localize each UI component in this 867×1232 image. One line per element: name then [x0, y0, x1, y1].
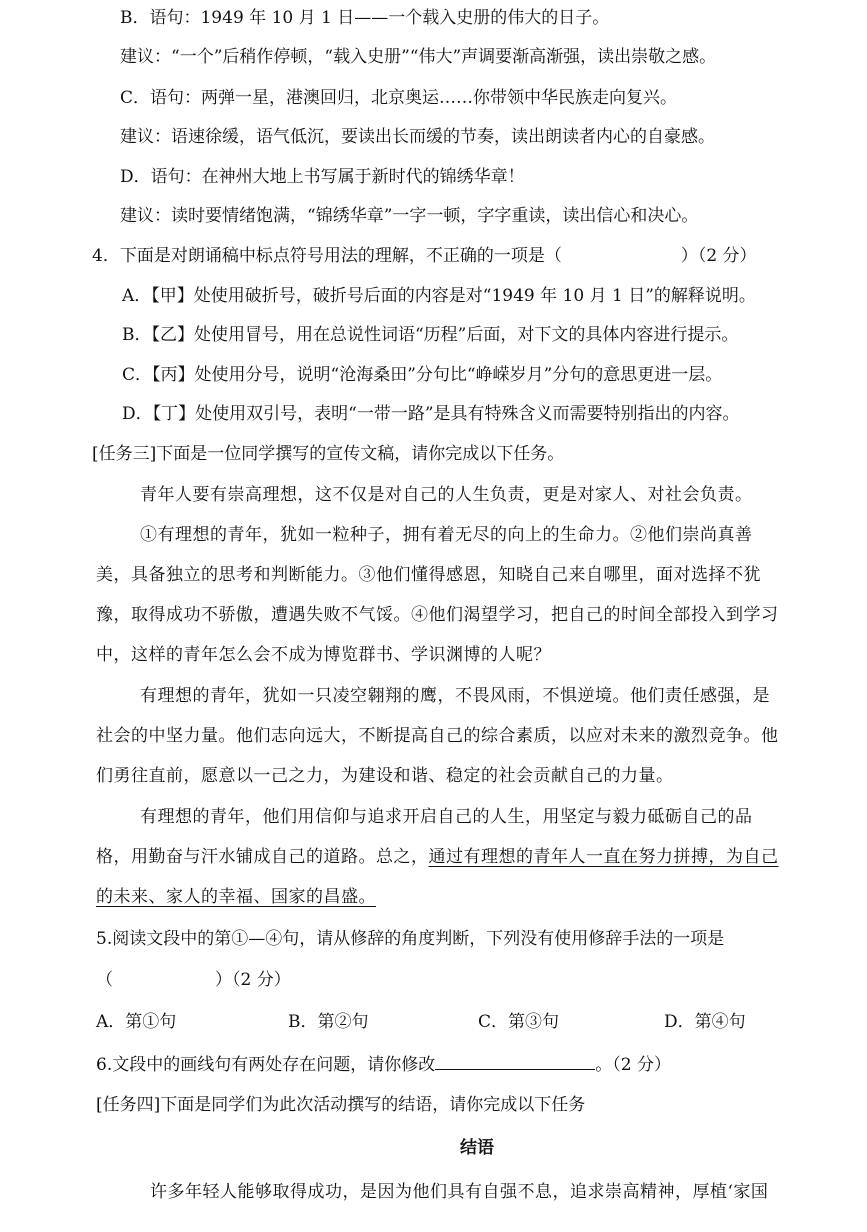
essay-paragraph-4-line-2 [96, 845, 779, 869]
conclusion-paragraph-1: 许多年轻人能够取得成功，是因为他们具有自强不息，追求崇高精神，厚植‘家国 [150, 1182, 769, 1202]
question-5: 5.阅读文段中的第①—④句，请从修辞的角度判断，下列没有使用修辞手法的一项是 [96, 929, 725, 949]
question-5-option-d: D．第④句 [664, 1012, 746, 1032]
question-5-option-c: C．第③句 [478, 1012, 560, 1032]
task-3-heading: [任务三]下面是一位同学撰写的宣传文稿，请你完成以下任务。 [92, 444, 565, 464]
essay-paragraph-4-line-1: 有理想的青年，他们用信仰与追求开启自己的人生，用坚定与毅力砥砺自己的品 [140, 807, 753, 827]
underlined-sentence: 的未来、家人的幸福、国家的昌盛。 [96, 887, 376, 907]
question-4-option-b: B．【乙】处使用冒号，用在总说性词语“历程”后面，对下文的具体内容进行提示。 [122, 325, 739, 345]
conclusion-title: 结语 [460, 1138, 494, 1158]
essay-paragraph-1: 青年人要有崇高理想，这不仅是对自己的人生负责，更是对家人、对社会负责。 [140, 485, 753, 505]
option-d-sentence: D．语句：在神州大地上书写属于新时代的锦绣华章！ [120, 167, 525, 187]
essay-text: 格，用勤奋与汗水铺成自己的道路。总之， [96, 847, 429, 867]
option-b-suggestion: 建议：“一个”后稍作停顿，“载入史册”“伟大”声调要渐高渐强，读出崇敬之感。 [120, 47, 717, 67]
question-4: 4．下面是对朗诵稿中标点符号用法的理解，不正确的一项是（ ）（2 分） [92, 246, 757, 266]
task-4-heading: [任务四]下面是同学们为此次活动撰写的结语，请你完成以下任务 [96, 1095, 586, 1115]
option-d-suggestion: 建议：读时要情绪饱满，“锦绣华章”一字一顿，字字重读，读出信心和决心。 [120, 206, 699, 226]
question-4-option-a: A．【甲】处使用破折号，破折号后面的内容是对“1949 年 10 月 1 日”的解释说明。 [122, 286, 756, 306]
option-c-sentence: C．语句：两弹一星，港澳回归，北京奥运……你带领中华民族走向复兴。 [120, 88, 678, 108]
question-5-answer-bracket: （ ）（2 分） [96, 970, 291, 990]
answer-blank[interactable] [435, 1051, 595, 1070]
underlined-sentence: 通过有理想的青年人一直在努力拼搏，为自己 [428, 847, 779, 867]
question-6 [96, 1051, 671, 1077]
question-4-option-c: C．【丙】处使用分号，说明“沧海桑田”分句比“峥嵘岁月”分句的意思更进一层。 [122, 365, 723, 385]
question-4-option-d: D．【丁】处使用双引号，表明“一带一路”是具有特殊含义而需要特别指出的内容。 [122, 404, 740, 424]
question-6-text: 6.文段中的画线句有两处存在问题，请你修改 [96, 1055, 436, 1075]
essay-paragraph-4-line-3 [96, 885, 376, 909]
question-6-score: 。（2 分） [595, 1055, 671, 1075]
essay-paragraph-3-line-2: 社会的中坚力量。他们志向远大，不断提高自己的综合素质，以应对未来的激烈竞争。他 [96, 726, 779, 746]
question-5-option-a: A．第①句 [96, 1012, 177, 1032]
option-b-sentence: B．语句：1949 年 10 月 1 日——一个载入史册的伟大的日子。 [120, 8, 610, 28]
question-5-option-b: B．第②句 [288, 1012, 369, 1032]
essay-paragraph-3-line-3: 们勇往直前，愿意以一己之力，为建设和谐、稳定的社会贡献自己的力量。 [96, 766, 674, 786]
essay-paragraph-2-line-2: 美，具备独立的思考和判断能力。③他们懂得感恩，知晓自己来自哪里，面对选择不犹 [96, 565, 761, 585]
option-c-suggestion: 建议：语速徐缓，语气低沉，要读出长而缓的节奏，读出朗读者内心的自豪感。 [120, 127, 715, 147]
essay-paragraph-2-line-3: 豫，取得成功不骄傲，遭遇失败不气馁。④他们渴望学习，把自己的时间全部投入到学习 [96, 605, 779, 625]
essay-paragraph-3-line-1: 有理想的青年，犹如一只凌空翱翔的鹰，不畏风雨，不惧逆境。他们责任感强，是 [140, 686, 770, 706]
essay-paragraph-2-line-1: ①有理想的青年，犹如一粒种子，拥有着无尽的向上的生命力。②他们崇尚真善 [140, 525, 753, 545]
essay-paragraph-2-line-4: 中，这样的青年怎么会不成为博览群书、学识渊博的人呢？ [96, 645, 551, 665]
